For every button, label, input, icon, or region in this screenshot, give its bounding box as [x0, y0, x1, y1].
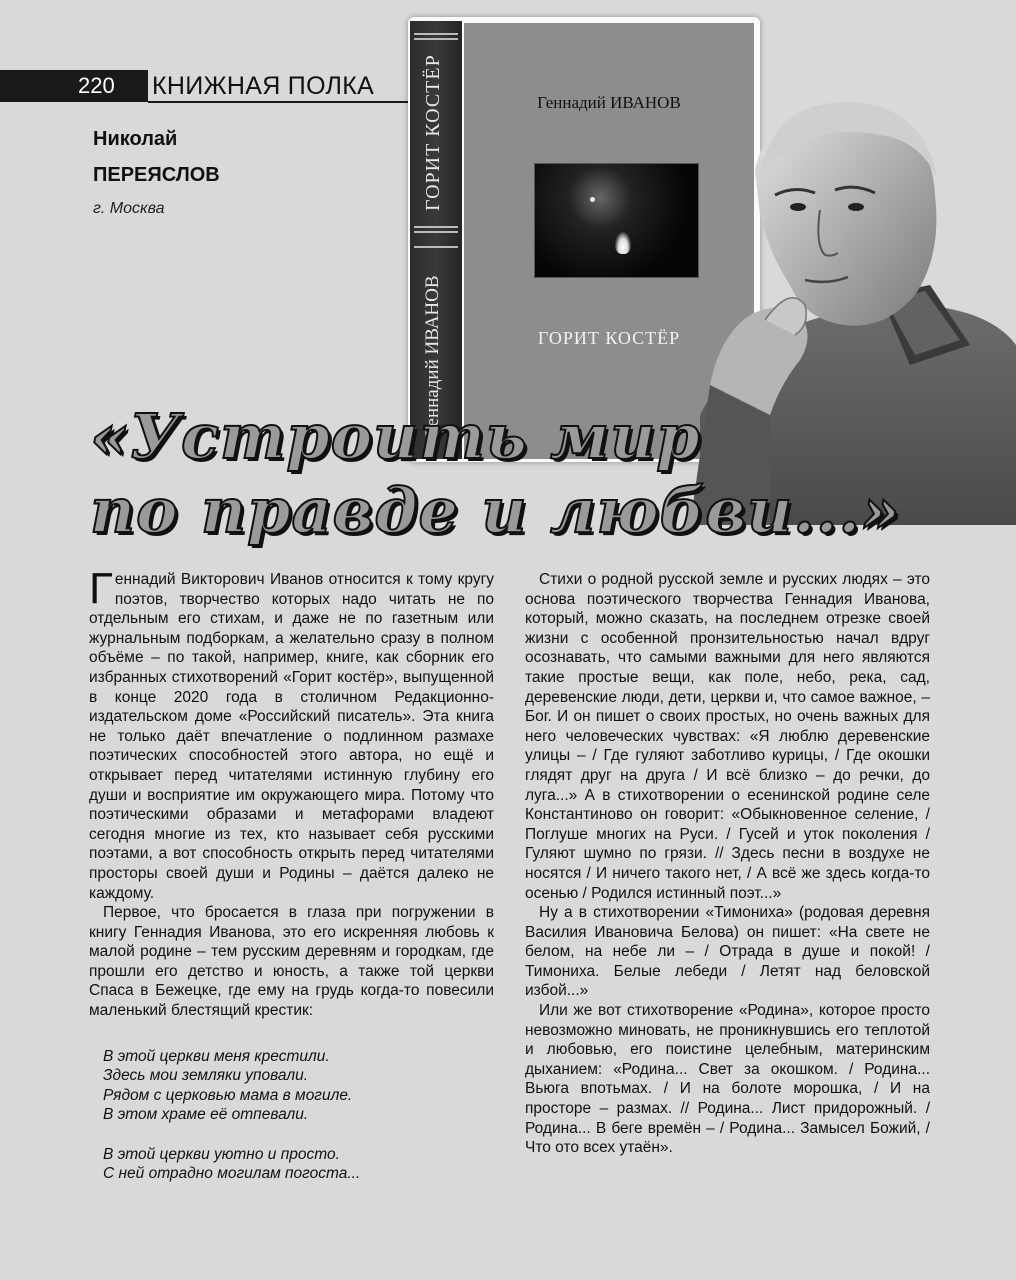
spine-band [414, 38, 458, 40]
poem-line: В этом храме её отпевали. [103, 1106, 309, 1124]
author-city: г. Москва [93, 200, 165, 217]
poem-line: С ней отрадно могилам погоста... [103, 1165, 361, 1183]
poem-stanza-break [103, 1125, 494, 1145]
cover-title: ГОРИТ КОСТЁР [537, 328, 681, 348]
article-column-left [89, 564, 494, 1184]
headline-line-2: по правде и любви...» [90, 474, 901, 547]
drop-cap: Г [89, 564, 113, 613]
spine-author: Геннадий ИВАНОВ [422, 275, 443, 436]
article-column-right [525, 570, 930, 1158]
header-rule [148, 101, 408, 103]
paragraph: Ну а в стихотворении «Тимониха» (родовая деревня Василия Ивановича Белова) он пишет: «На свете не белом, на небе ли – / Отрада в душе и покой! / Тимониха. Белые лебеди / Летят над беловской избой...» [525, 904, 930, 1000]
cover-night-photo [534, 163, 699, 278]
poem-line: В этой церкви уютно и просто. [103, 1145, 340, 1163]
spine-title: ГОРИТ КОСТЁР [422, 54, 444, 211]
poem-line: В этой церкви меня крестили. [103, 1047, 330, 1065]
paragraph: Или же вот стихотворение «Родина», которое просто невозможно миновать, не проникнувшись его теплотой и любовью, его поистине целебным, материнским дыханием: «Родина... Свет за окошком. / Родина... Вьюга впотьмах. / И на болоте морошка, / И на просторе – размах. // Родина... Лист придорожный. / Родина... В беге времён – / Родина... Замысел Божий, / Что ото всех утаён». [525, 1002, 930, 1157]
poem-line: Рядом с церковью мама в могиле. [103, 1086, 353, 1104]
author-first-name: Николай [93, 128, 178, 150]
bonfire-icon [615, 232, 631, 254]
book-spine [410, 21, 462, 459]
spine-band [414, 231, 458, 233]
poem [103, 1047, 494, 1184]
cover-author: Геннадий ИВАНОВ [537, 93, 681, 112]
poem-line: Здесь мои земляки уповали. [103, 1067, 309, 1085]
page-number: 220 [78, 73, 115, 98]
header-bar [0, 70, 148, 102]
spine-band [414, 246, 458, 248]
section-title: КНИЖНАЯ ПОЛКА [152, 72, 375, 100]
paragraph [89, 564, 494, 903]
paragraph: Первое, что бросается в глаза при погружении в книгу Геннадия Иванова, это его искренняя любовь к малой родине – тем русским деревням и городкам, где прошли его детство и юность, а также той церкви Спаса в Бежецке, где ему на грудь когда-то повесили маленький блестящий крестик: [89, 904, 494, 1020]
moon-icon [590, 197, 595, 202]
spine-band [414, 33, 458, 35]
paragraph: Стихи о родной русской земле и русских людях – это основа поэтического творчества Геннадия Иванова, который, можно сказать, на последнем отрезке своей жизни с особенной пронзительностью начал вдруг осознавать, что самыми важными для него являются такие простые вещи, как поле, небо, река, сад, деревенские люди, дети, церкви и, что самое важное, – Бог. И он пишет о своих простых, но очень важных для него человеческих чувствах: «Я люблю деревенские улицы – / Где гуляют заботливо курицы, / Где окошки глядят друг на друга / И всё близко – до речки, до луга...» А в стихотворении о есенинской родине селе Константиново он говорит: «Обыкновенное селение, / Поглуше многих на Руси. / Гусей и уток поколения / Гуляют шумно по грязи. // Здесь песни в воздухе не носятся / И ничего такого нет, / А всё же здесь когда-то осенью / Родился истинный поэт...» [525, 571, 930, 902]
author-last-name: ПЕРЕЯСЛОВ [93, 164, 220, 186]
paragraph-text: еннадий Викторович Иванов относится к тому кругу поэтов, творчество которых надо читать не по отдельным его стихам, и даже не по газетным или журнальным подборкам, а желательно сразу в полном объёме – по такой, например, книге, как сборник его избранных стихотворений «Горит костёр», выпущенной в конце 2020 года в столичном Редакционно-издательском доме «Российский писатель». Эта книга не только даёт впечатление о подлинном размахе поэтических способностей этого автора, но ещё и открывает перед читателями истинную глубину его души и восприятие им окружающего мира. Потому что поэтическими образами и метафорами владеют сегодня многие из тех, кто называет себя русскими поэтами, а вот способность открыть перед читателями просторы своей души и Родины – даётся далеко не каждому. [89, 571, 494, 902]
headline-line-1: «Устроить мир [90, 400, 701, 473]
spine-band [414, 226, 458, 228]
article-headline [90, 400, 950, 548]
